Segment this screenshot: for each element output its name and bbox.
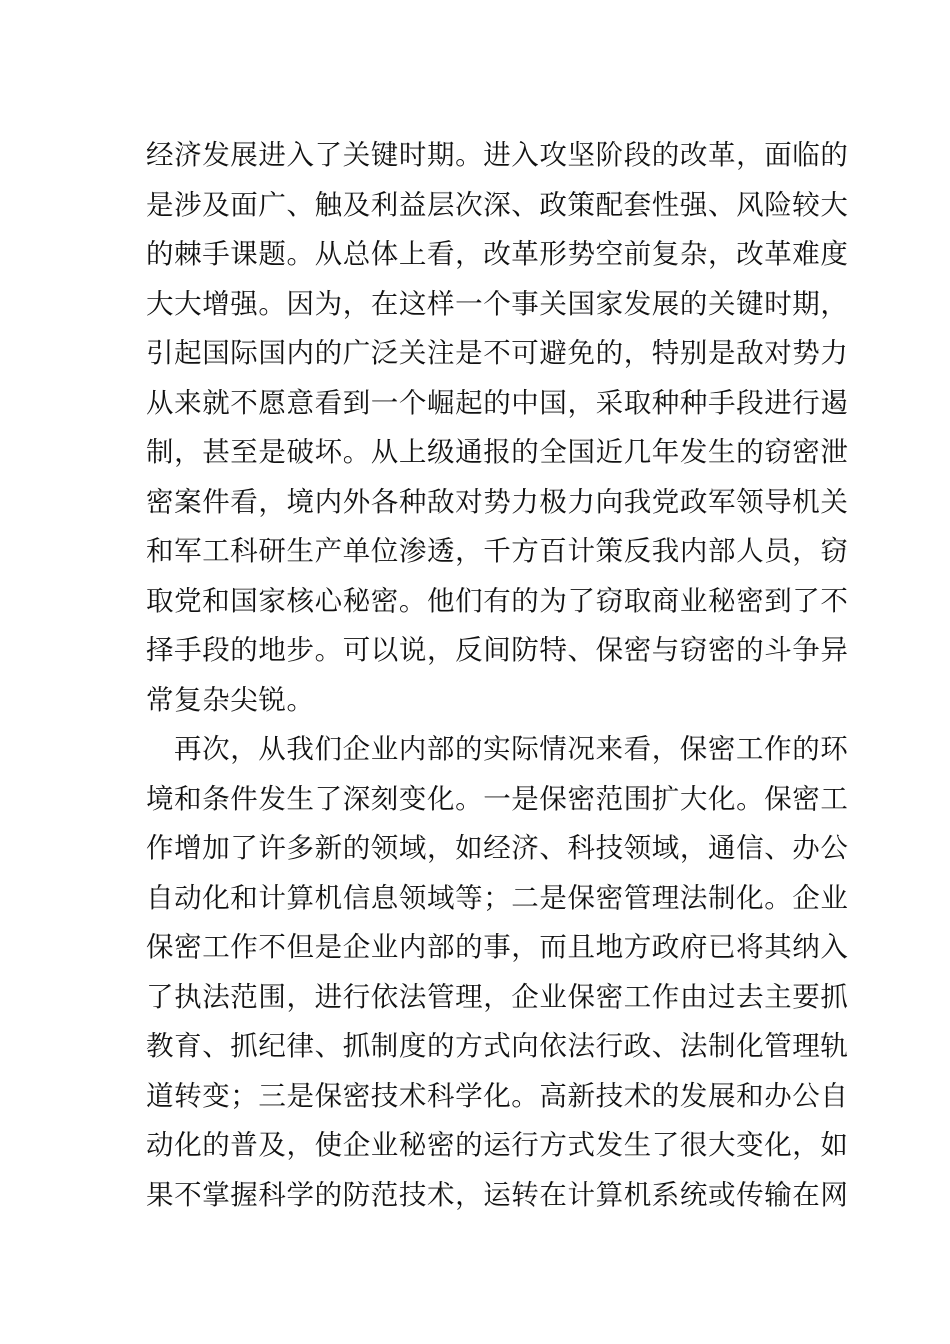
text-line: 了执法范围，进行依法管理，企业保密工作由过去主要抓 (146, 980, 849, 1013)
document-body (146, 131, 849, 1220)
text-line: 引起国际国内的广泛关注是不可避免的，特别是敌对势力 (146, 337, 849, 369)
text-line: 是涉及面广、触及利益层次深、政策配套性强、风险较大 (146, 188, 849, 221)
text-line: 保密工作不但是企业内部的事，而且地方政府已将其纳入 (146, 931, 849, 963)
text-line: 密案件看，境内外各种敌对势力极力向我党政军领导机关 (146, 485, 849, 518)
paragraph-1 (146, 131, 849, 725)
text-line: 从来就不愿意看到一个崛起的中国，采取种种手段进行遏 (146, 386, 849, 419)
text-line: 自动化和计算机信息领域等；二是保密管理法制化。企业 (146, 881, 849, 914)
text-line: 制，甚至是破坏。从上级通报的全国近几年发生的窃密泄 (146, 436, 849, 468)
text-line: 择手段的地步。可以说，反间防特、保密与窃密的斗争异 (146, 634, 849, 666)
text-line: 经济发展进入了关键时期。进入攻坚阶段的改革，面临的 (146, 139, 849, 171)
text-line: 大大增强。因为，在这样一个事关国家发展的关键时期， (146, 287, 849, 320)
text-line: 常复杂尖锐。 (146, 683, 315, 716)
text-line-first: 再次，从我们企业内部的实际情况来看，保密工作的环 (174, 733, 849, 765)
text-line: 境和条件发生了深刻变化。一是保密范围扩大化。保密工 (146, 782, 849, 815)
text-line: 道转变；三是保密技术科学化。高新技术的发展和办公自 (146, 1079, 849, 1112)
text-line: 的棘手课题。从总体上看，改革形势空前复杂，改革难度 (146, 238, 849, 270)
text-line: 作增加了许多新的领域，如经济、科技领域，通信、办公 (146, 832, 849, 864)
text-line: 取党和国家核心秘密。他们有的为了窃取商业秘密到了不 (146, 584, 849, 617)
paragraph-2 (146, 725, 849, 1220)
text-line: 动化的普及，使企业秘密的运行方式发生了很大变化，如 (146, 1129, 849, 1161)
text-line: 和军工科研生产单位渗透，千方百计策反我内部人员，窃 (146, 535, 849, 567)
text-line: 果不掌握科学的防范技术，运转在计算机系统或传输在网 (146, 1178, 849, 1211)
text-line: 教育、抓纪律、抓制度的方式向依法行政、法制化管理轨 (146, 1030, 849, 1062)
